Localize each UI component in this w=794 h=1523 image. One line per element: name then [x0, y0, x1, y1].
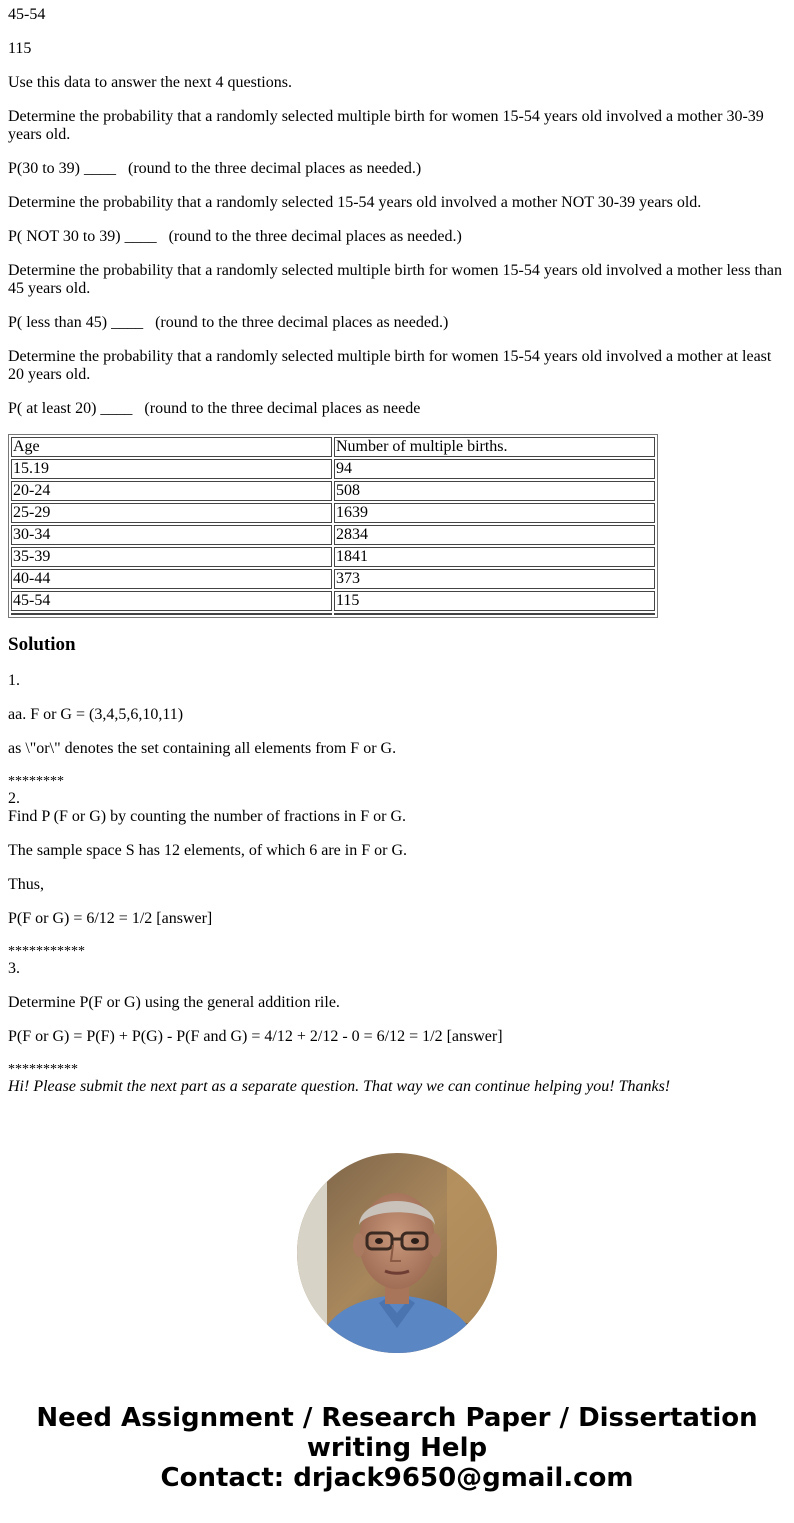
age-cell: 40-44 [11, 569, 332, 589]
separator: *********** [8, 944, 85, 959]
question-3-prompt: Determine the probability that a randomly selected multiple birth for women 15-54 years old involved a mother less than 45 years old. [8, 262, 783, 297]
age-cell: 25-29 [11, 503, 332, 523]
footer-banner [0, 1403, 794, 1493]
question-1-prompt: Determine the probability that a randomly selected multiple birth for women 15-54 years old involved a mother 30-39 years old. [8, 108, 764, 143]
count-top: 115 [8, 40, 32, 57]
empty-cell [11, 613, 332, 615]
births-cell: 2834 [334, 525, 655, 545]
step-2-answer: P(F or G) = 6/12 = 1/2 [answer] [8, 910, 213, 927]
table-row [11, 591, 655, 611]
question-3-answer-line: P( less than 45) ____ (round to the three decimal places as needed.) [8, 314, 449, 331]
question-4-answer-line: P( at least 20) ____ (round to the three decimal places as neede [8, 400, 421, 417]
age-cell: 45-54 [11, 591, 332, 611]
table-row [11, 525, 655, 545]
table-row [11, 481, 655, 501]
author-portrait [297, 1153, 497, 1353]
births-cell: 508 [334, 481, 655, 501]
table-row [11, 547, 655, 567]
age-cell: 35-39 [11, 547, 332, 567]
age-cell: 30-34 [11, 525, 332, 545]
question-1-answer-line: P(30 to 39) ____ (round to the three decimal places as needed.) [8, 160, 422, 177]
births-cell: 94 [334, 459, 655, 479]
step-2-number: 2. [8, 790, 20, 807]
question-4-prompt: Determine the probability that a randomly selected multiple birth for women 15-54 years old involved a mother at least 20 years old. [8, 348, 772, 383]
thanks-note: Hi! Please submit the next part as a separate question. That way we can continue helping you! Thanks! [8, 1078, 671, 1095]
solution-heading: Solution [8, 634, 76, 655]
header-births: Number of multiple births. [334, 437, 655, 457]
table-row [11, 503, 655, 523]
header-age: Age [11, 437, 332, 457]
age-range-top: 45-54 [8, 6, 46, 23]
question-2-prompt: Determine the probability that a randomly selected 15-54 years old involved a mother NOT 30-39 years old. [8, 194, 702, 211]
step-1-explanation: as \"or\" denotes the set containing all elements from F or G. [8, 740, 397, 757]
births-cell: 373 [334, 569, 655, 589]
step-3-number: 3. [8, 960, 20, 977]
separator: ********** [8, 1062, 78, 1077]
document-body [8, 6, 786, 1096]
step-3-answer: P(F or G) = P(F) + P(G) - P(F and G) = 4/12 + 2/12 - 0 = 6/12 = 1/2 [answer] [8, 1028, 503, 1045]
instruction-text: Use this data to answer the next 4 questions. [8, 74, 292, 91]
footer-line-2: writing Help [306, 1433, 488, 1463]
step-2-line-1: Find P (F or G) by counting the number of fractions in F or G. [8, 808, 407, 825]
table-header-row [11, 437, 655, 457]
age-cell: 15.19 [11, 459, 332, 479]
table-empty-row [11, 613, 655, 615]
step-3-line-1: Determine P(F or G) using the general addition rile. [8, 994, 340, 1011]
step-2-line-3: Thus, [8, 876, 44, 893]
step-2-line-2: The sample space S has 12 elements, of which 6 are in F or G. [8, 842, 408, 859]
multiple-births-table [8, 434, 658, 618]
footer-line-1: Need Assignment / Research Paper / Dissertation [36, 1403, 758, 1433]
births-cell: 1841 [334, 547, 655, 567]
author-avatar [297, 1153, 497, 1353]
table-row [11, 569, 655, 589]
step-1-number: 1. [8, 672, 20, 689]
question-2-answer-line: P( NOT 30 to 39) ____ (round to the three decimal places as needed.) [8, 228, 462, 245]
table-row [11, 459, 655, 479]
empty-cell [334, 613, 655, 615]
age-cell: 20-24 [11, 481, 332, 501]
births-cell: 1639 [334, 503, 655, 523]
footer-contact: Contact: drjack9650@gmail.com [160, 1463, 634, 1493]
separator: ******** [8, 774, 64, 789]
step-1-set: aa. F or G = (3,4,5,6,10,11) [8, 706, 184, 723]
births-cell: 115 [334, 591, 655, 611]
